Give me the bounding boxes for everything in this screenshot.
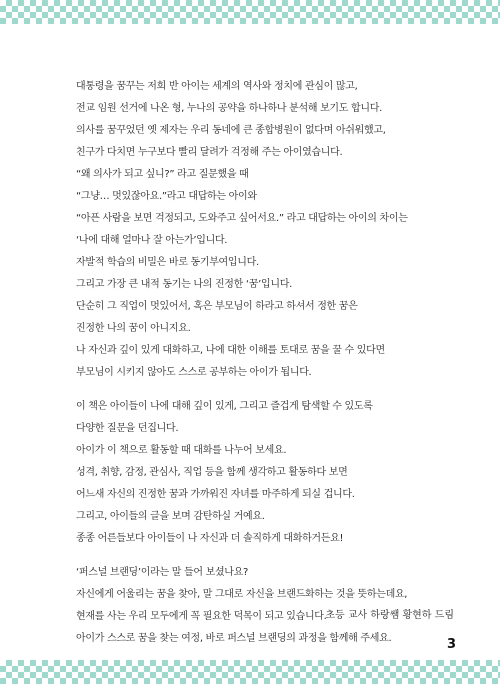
page-number: 3 (446, 637, 456, 652)
text-line: 아이가 이 책으로 활동할 때 대화를 나누어 보세요. (76, 445, 287, 456)
text-line: 전교 임원 선거에 나온 형, 누나의 공약을 하나하나 분석해 보기도 합니다. (76, 103, 382, 114)
text-line: 아이가 스스로 꿈을 찾는 여정, 바로 퍼스널 브랜딩의 과정을 함께해 주세요. (76, 633, 392, 644)
text-line: 이 책은 아이들이 나에 대해 깊이 있게, 그리고 즐겁게 탐색할 수 있도록 (76, 401, 373, 412)
top-checker-border (0, 0, 500, 24)
text-line: 친구가 다치면 누구보다 빨리 달려가 걱정해 주는 아이였습니다. (76, 147, 343, 158)
text-line: ‘나에 대해 얼마나 잘 아는가’입니다. (76, 235, 228, 246)
body-text (76, 76, 416, 650)
text-line: 대통령을 꿈꾸는 저희 반 아이는 세계의 역사와 정치에 관심이 많고, (76, 81, 358, 92)
paragraph-1 (76, 76, 416, 384)
text-line: 부모님이 시키지 않아도 스스로 공부하는 아이가 됩니다. (76, 367, 312, 378)
author-signature: 초등 교사 하랑쌤 황현하 드림 (325, 610, 454, 621)
text-line: ‘퍼스널 브랜딩’이라는 말 들어 보셨나요? (76, 567, 249, 578)
paragraph-2 (76, 396, 416, 550)
text-line: 진정한 나의 꿈이 아니지요. (76, 323, 191, 334)
text-line: “그냥… 멋있잖아요.”라고 대답하는 아이와 (76, 191, 257, 202)
text-line: 자발적 학습의 비밀은 바로 동기부여입니다. (76, 257, 259, 268)
text-line: “왜 의사가 되고 싶니?” 라고 질문했을 때 (76, 169, 249, 180)
text-line: 그리고, 아이들의 글을 보며 감탄하실 거예요. (76, 511, 265, 522)
text-line: 의사를 꿈꾸었던 옛 제자는 우리 동네에 큰 종합병원이 없다며 아쉬워했고, (76, 125, 386, 136)
paragraph-3 (76, 562, 416, 650)
paragraph-gap (76, 550, 416, 562)
text-line: 현재를 사는 우리 모두에게 꼭 필요한 덕목이 되고 있습니다. (76, 611, 327, 622)
text-line: 나 자신과 깊이 있게 대화하고, 나에 대한 이해를 토대로 꿈을 꿀 수 있다면 (76, 345, 385, 356)
text-line: 단순히 그 직업이 멋있어서, 혹은 부모님이 하라고 하셔서 정한 꿈은 (76, 301, 358, 312)
bottom-checker-border (0, 660, 500, 684)
paragraph-gap (76, 384, 416, 396)
text-line: 어느새 자신의 진정한 꿈과 가까워진 자녀를 마주하게 되실 겁니다. (76, 489, 355, 500)
text-line: 성격, 취향, 감정, 관심사, 직업 등을 함께 생각하고 활동하다 보면 (76, 467, 348, 478)
text-line: 다양한 질문을 던집니다. (76, 423, 179, 434)
text-line: “아픈 사람을 보면 걱정되고, 도와주고 싶어서요.” 라고 대답하는 아이의 차이는 (76, 213, 408, 224)
text-line: 그리고 가장 큰 내적 동기는 나의 진정한 ‘꿈’입니다. (76, 279, 292, 290)
text-line: 종종 어른들보다 아이들이 나 자신과 더 솔직하게 대화하거든요! (76, 533, 344, 544)
text-line: 자신에게 어울리는 꿈을 찾아, 말 그대로 자신을 브랜드화하는 것을 뜻하는데요, (76, 589, 408, 600)
